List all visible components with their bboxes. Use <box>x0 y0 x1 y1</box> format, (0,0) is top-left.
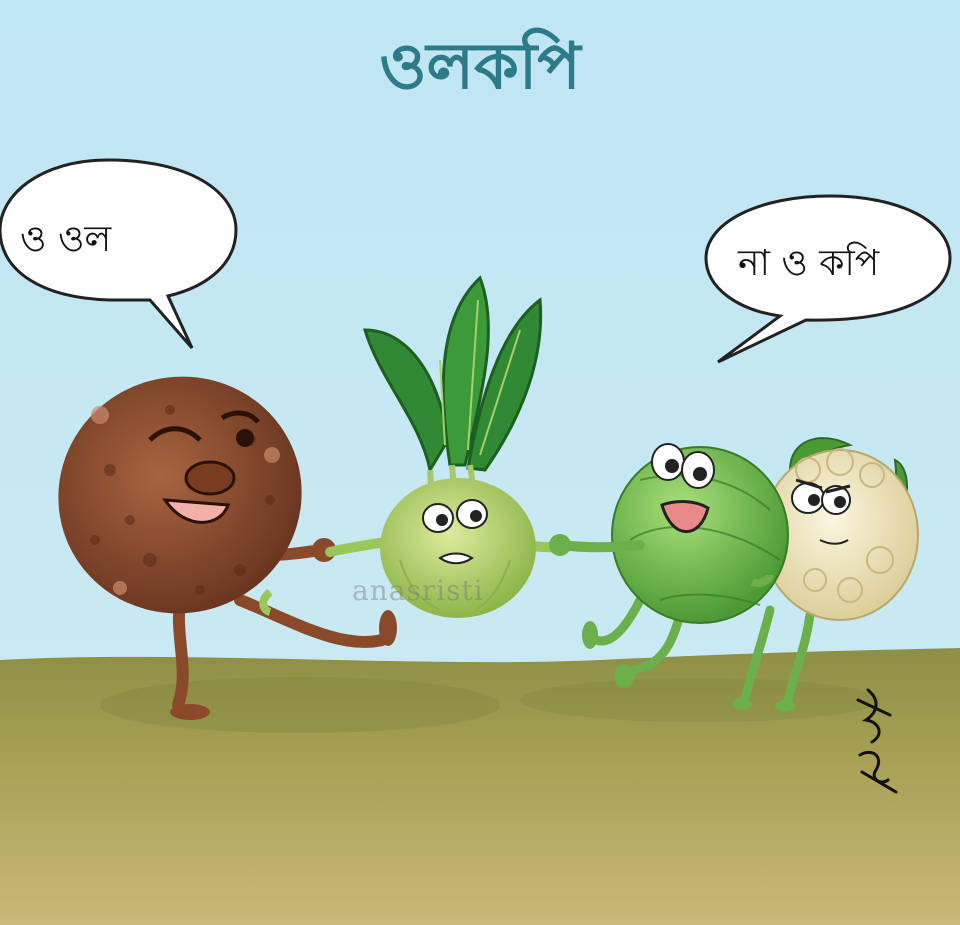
speech-bubble-right-text: না ও কপি <box>738 243 880 284</box>
page-title: ওলকপি <box>379 30 581 104</box>
speech-bubble-left-text: ও ওল <box>20 219 112 260</box>
watermark: anasristi <box>352 574 484 607</box>
